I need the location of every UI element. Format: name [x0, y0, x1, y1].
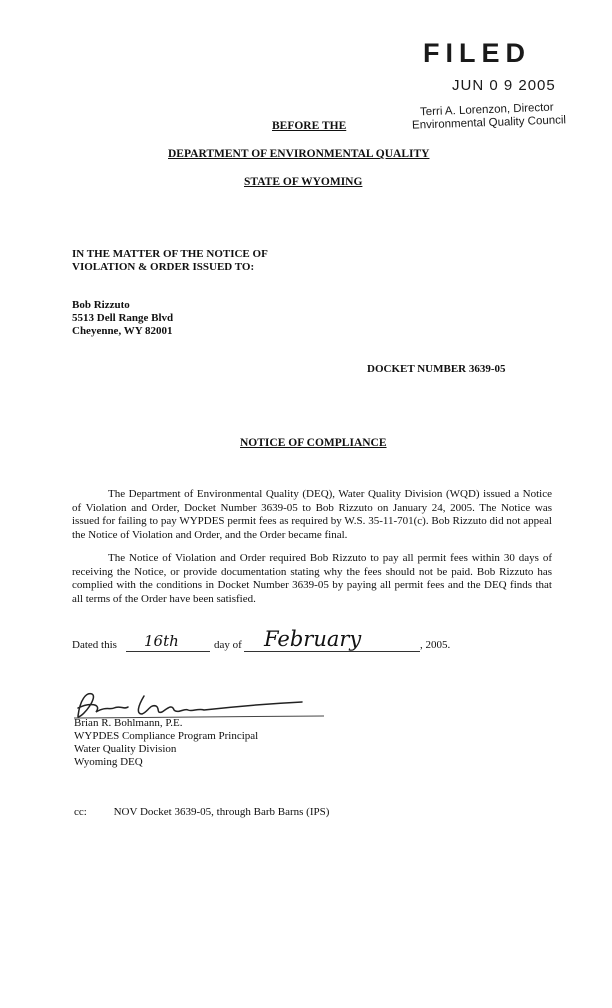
day-handwritten: 16th	[144, 632, 179, 650]
body-paragraph-2: The Notice of Violation and Order required Bob Rizzuto to pay all permit fees within 30 days of receiving the Notice, or provide documentation stating why the fees should not be paid. Bob Rizzuto has complied with the conditions in Docket Number 3639-05 by paying all permit fees and the DEQ finds that all terms of the Order have been satisfied.	[72, 552, 552, 605]
respondent-city: Cheyenne, WY 82001	[72, 325, 173, 337]
heading-before-the: BEFORE THE	[272, 120, 347, 132]
filed-stamp-org: Environmental Quality Council	[411, 114, 567, 132]
docket-number: DOCKET NUMBER 3639-05	[367, 363, 506, 375]
filed-stamp-name: Terri A. Lorenzon, Director	[419, 101, 554, 119]
notice-title: NOTICE OF COMPLIANCE	[240, 437, 387, 449]
dated-prefix: Dated this	[72, 639, 117, 651]
day-blank	[126, 632, 210, 652]
body-paragraph-1: The Department of Environmental Quality (DEQ), Water Quality Division (WQD) issued a Notice of Violation and Order, Docket Number 3639-05 to Bob Rizzuto on January 24, 2005. The Notice was issued for failing to pay WYPDES permit fees as required by W.S. 35-11-701(c). Bob Rizzuto did not appeal the Notice of Violation and Order, and the Order became final.	[72, 488, 552, 541]
respondent-address	[72, 299, 173, 338]
dated-line	[72, 627, 532, 654]
signature-block	[74, 717, 258, 769]
respondent-name: Bob Rizzuto	[72, 299, 130, 311]
cc-line	[74, 806, 329, 818]
signer-division: Water Quality Division	[74, 743, 177, 755]
matter-line-2: VIOLATION & ORDER ISSUED TO:	[72, 261, 255, 273]
respondent-street: 5513 Dell Range Blvd	[72, 312, 174, 324]
month-blank	[244, 627, 420, 652]
dated-middle: day of	[214, 639, 242, 651]
month-handwritten: February	[264, 627, 362, 651]
dated-suffix: , 2005.	[420, 639, 451, 651]
matter-caption	[72, 248, 268, 274]
signer-title: WYPDES Compliance Program Principal	[74, 730, 259, 742]
filed-stamp-date: JUN 0 9 2005	[452, 77, 556, 94]
matter-line-1: IN THE MATTER OF THE NOTICE OF	[72, 248, 268, 260]
filed-stamp: FILED	[423, 38, 531, 68]
cc-label: cc:	[74, 806, 87, 818]
heading-department: DEPARTMENT OF ENVIRONMENTAL QUALITY	[168, 148, 430, 160]
signer-name: Brian R. Bohlmann, P.E.	[74, 717, 183, 729]
heading-state: STATE OF WYOMING	[244, 176, 363, 188]
cc-text: NOV Docket 3639-05, through Barb Barns (IPS)	[113, 806, 330, 818]
signer-agency: Wyoming DEQ	[74, 756, 143, 768]
